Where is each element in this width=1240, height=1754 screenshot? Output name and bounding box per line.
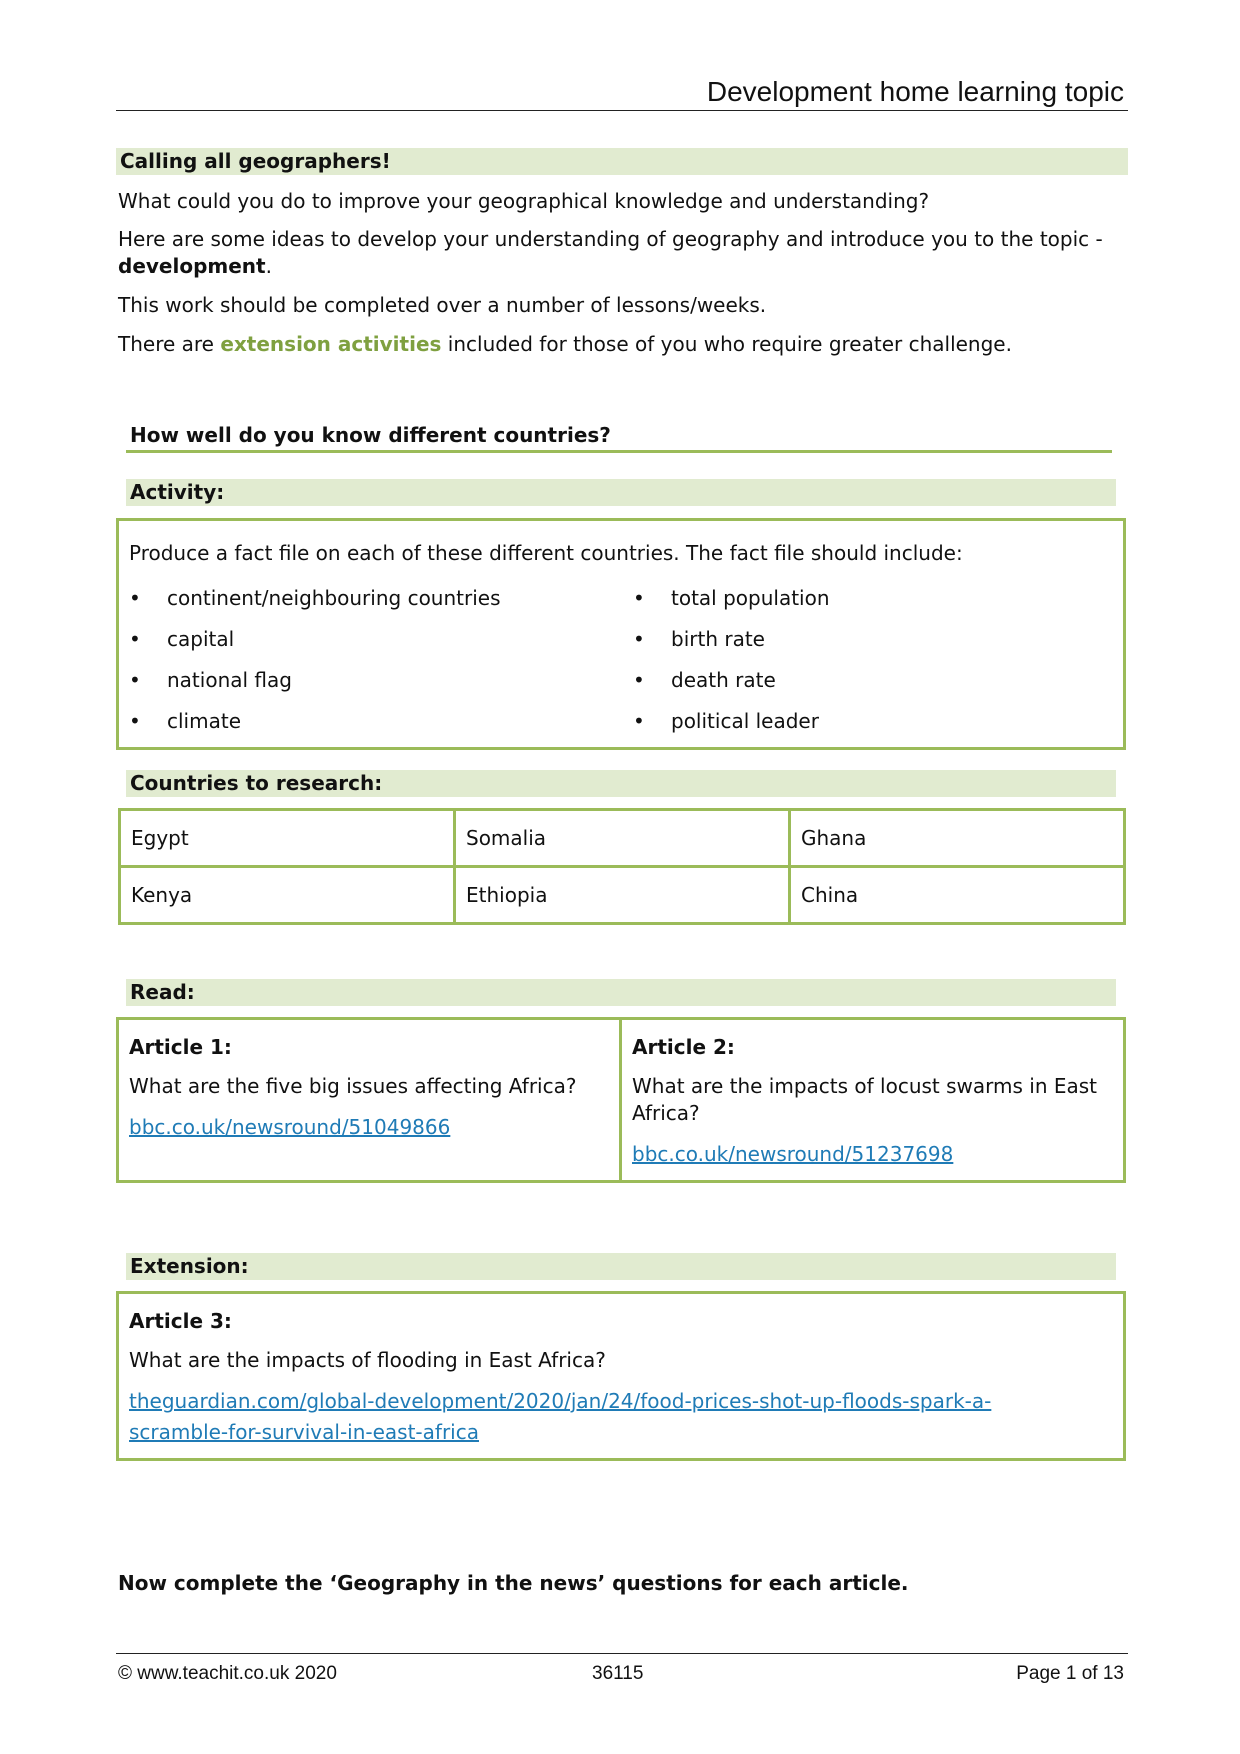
article-3-link-line-1[interactable]: theguardian.com/global-development/2020/jan/24/food-prices-shot-up-floods-spark-a- [129,1389,992,1413]
intro-banner: Calling all geographers! [116,148,1128,175]
footer-code: 36115 [592,1663,644,1684]
article-2-cell [622,1020,1123,1180]
article-3-link[interactable] [129,1386,1113,1448]
extension-activities-highlight: extension activities [220,332,442,356]
list-item: • political leader [633,708,830,749]
list-item: • national flag [129,667,501,708]
document-header [116,72,1128,111]
fact-list-left [129,585,501,749]
list-item: • climate [129,708,501,749]
country-cell: China [790,867,1125,924]
article-3-cell [119,1294,1123,1458]
countries-table [118,808,1126,925]
document-footer [116,1653,1128,1688]
article-1-cell [119,1020,622,1180]
footer-page-number: Page 1 of 13 [1016,1663,1124,1684]
read-label: Read: [126,979,1116,1006]
article-1-title: Article 1: [129,1035,232,1059]
article-3-title: Article 3: [129,1309,232,1333]
fact-file-box [116,518,1126,750]
intro-line-1: What could you do to improve your geographical knowledge and understanding? [118,189,930,213]
list-item: • total population [633,585,830,626]
article-2-link[interactable]: bbc.co.uk/newsround/51237698 [632,1142,954,1166]
intro-line-2 [118,226,1128,280]
list-item: • birth rate [633,626,830,667]
article-3-link-line-2[interactable]: scramble-for-survival-in-east-africa [129,1420,479,1444]
intro-line-2-bold: development [118,254,266,278]
list-item: • continent/neighbouring countries [129,585,501,626]
intro-line-3: This work should be completed over a number of lessons/weeks. [118,293,767,317]
extension-article-box [116,1291,1126,1461]
closing-instruction: Now complete the ‘Geography in the news’ questions for each article. [118,1571,909,1595]
country-cell: Ghana [790,810,1125,867]
intro-line-4-start: There are [118,332,221,356]
read-articles-box [116,1017,1126,1183]
fact-file-intro: Produce a fact file on each of these different countries. The fact file should include: [129,541,963,565]
country-cell: Ethiopia [455,867,790,924]
footer-copyright: © www.teachit.co.uk 2020 [118,1663,337,1684]
intro-line-4-end: included for those of you who require greater challenge. [441,332,1012,356]
extension-label: Extension: [126,1253,1116,1280]
article-3-question: What are the impacts of flooding in East Africa? [129,1348,606,1372]
intro-line-2-end: . [265,254,272,278]
document-title: Development home learning topic [706,76,1124,107]
table-row [120,867,1125,924]
table-row [120,810,1125,867]
intro-line-2-text: Here are some ideas to develop your understanding of geography and introduce you to the topic - [118,227,1103,251]
countries-heading: How well do you know different countries? [126,420,1112,453]
list-item: • death rate [633,667,830,708]
country-cell: Somalia [455,810,790,867]
intro-line-4 [118,331,1138,358]
article-2-title: Article 2: [632,1035,735,1059]
article-1-link[interactable]: bbc.co.uk/newsround/51049866 [129,1115,451,1139]
article-2-question: What are the impacts of locust swarms in East Africa? [632,1074,1098,1125]
fact-list-right [633,585,830,749]
country-cell: Egypt [120,810,455,867]
country-cell: Kenya [120,867,455,924]
countries-to-research-label: Countries to research: [126,770,1116,797]
article-1-question: What are the five big issues affecting Africa? [129,1074,577,1098]
activity-label: Activity: [126,479,1116,506]
list-item: • capital [129,626,501,667]
